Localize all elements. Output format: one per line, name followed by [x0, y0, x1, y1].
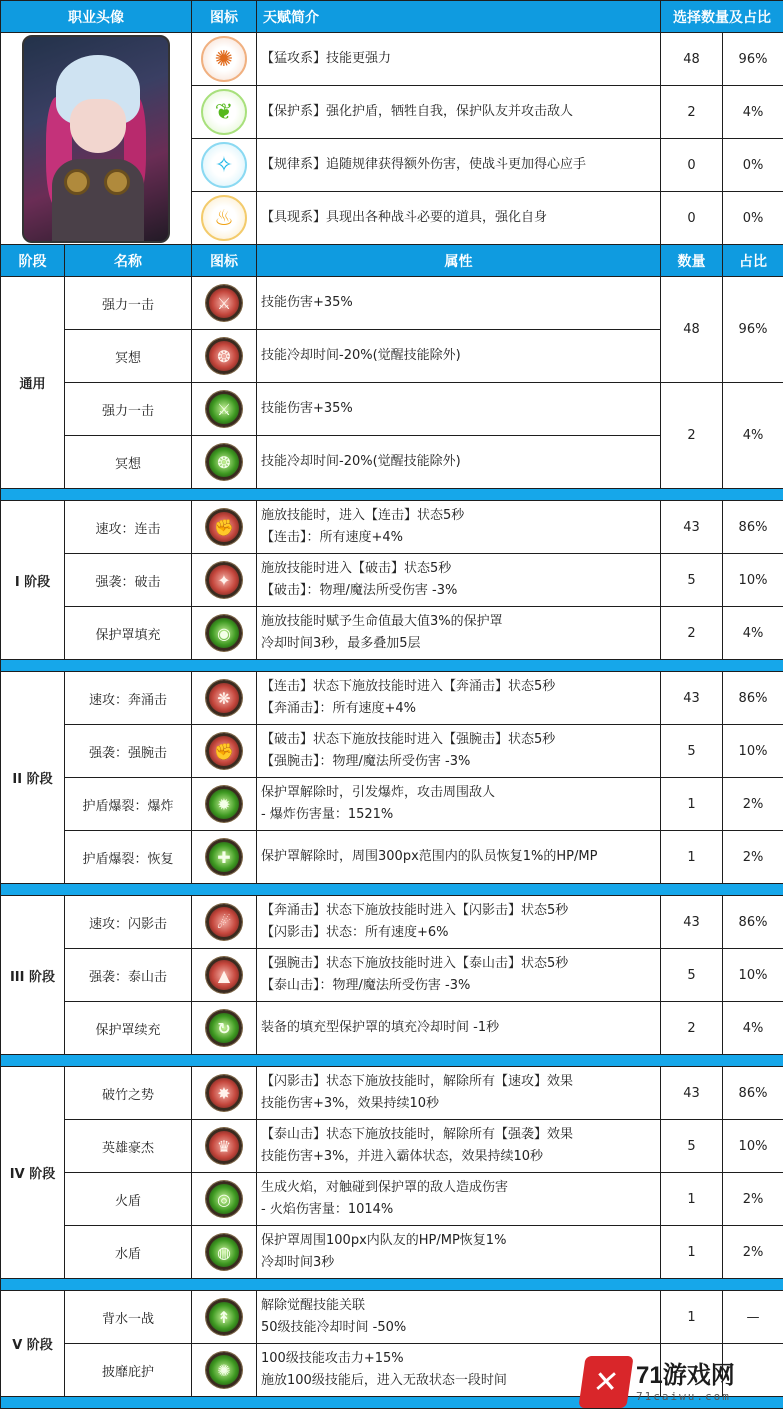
- cell-text: 强力一击: [101, 297, 154, 313]
- cell-text: 43: [683, 690, 700, 706]
- skill-icon-cell: [192, 725, 257, 778]
- skill-icon-cell: [192, 1067, 257, 1120]
- skill-name: [65, 277, 192, 330]
- skill-name: [65, 725, 192, 778]
- attribute-line-1: 技能冷却时间-20%(觉醒技能除外): [261, 348, 461, 363]
- cell-text: 披靡庇护: [101, 1364, 154, 1380]
- shield-wings-icon: ❦: [201, 89, 247, 135]
- talent-row: [1, 33, 783, 86]
- skill-icon-cell: [192, 1120, 257, 1173]
- explosion-icon: ✹: [206, 786, 242, 822]
- fist-up-icon: ✊: [206, 733, 242, 769]
- skill-count: [661, 672, 723, 725]
- separator-bar: [1, 884, 783, 896]
- heal-burst-icon: ✚: [206, 839, 242, 875]
- cell-text: 43: [683, 1085, 700, 1101]
- skill-count: [661, 1120, 723, 1173]
- skill-ratio: [723, 1120, 783, 1173]
- cell-text: 1: [687, 796, 696, 812]
- watermark-title: 71游戏网: [636, 1361, 735, 1389]
- cell-text: V 阶段: [12, 1338, 53, 1353]
- skill-row: [1, 554, 783, 607]
- cell-text: 86%: [738, 1085, 768, 1101]
- cell-text: 1: [687, 1191, 696, 1207]
- cell-text: 4%: [742, 104, 764, 120]
- cell-text: 速攻：连击: [95, 521, 161, 537]
- skill-name: [65, 1344, 192, 1397]
- attribute-line-2: 技能伤害+3%，并进入霸体状态，效果持续10秒: [261, 1149, 544, 1164]
- cell-text: 保护罩填充: [95, 627, 161, 643]
- stage-separator: [1, 489, 783, 501]
- header-icon: 图标: [192, 1, 257, 33]
- skill-row: [1, 1291, 783, 1344]
- skill-row: [1, 672, 783, 725]
- skill-icon-cell: [192, 607, 257, 660]
- sword-icon: ⚔: [206, 391, 242, 427]
- skill-name: [65, 501, 192, 554]
- skill-ratio: [723, 949, 783, 1002]
- skill-attribute: [257, 1173, 661, 1226]
- orb-icon: ◉: [206, 615, 242, 651]
- skill-ratio: [723, 831, 783, 884]
- skill-name: [65, 896, 192, 949]
- cell-text: 0: [687, 157, 696, 173]
- skill-count: [661, 725, 723, 778]
- skill-row: [1, 725, 783, 778]
- skill-count: [661, 831, 723, 884]
- site-watermark: [582, 1352, 772, 1412]
- separator-bar: [1, 1055, 783, 1067]
- shadow-strike-icon: ☄: [206, 904, 242, 940]
- skill-name: [65, 383, 192, 436]
- cell-text: 1: [687, 849, 696, 865]
- attribute-line-2: - 火焰伤害量：1014%: [261, 1202, 394, 1217]
- cell-text: 43: [683, 519, 700, 535]
- header-icon-2: 图标: [192, 245, 257, 277]
- cell-text: 43: [683, 914, 700, 930]
- skill-row: [1, 607, 783, 660]
- cell-text: 2: [687, 428, 696, 443]
- attribute-line-1: 【连击】状态下施放技能时进入【奔涌击】状态5秒: [261, 679, 556, 694]
- skill-ratio: [723, 1226, 783, 1279]
- skill-attribute: [257, 778, 661, 831]
- attribute-line-2: 50级技能冷却时间 -50%: [261, 1320, 407, 1335]
- attribute-line-1: 保护罩周围100px内队友的HP/MP恢复1%: [261, 1233, 507, 1248]
- fist-sun-icon: ✺: [201, 36, 247, 82]
- skill-ratio: [723, 1002, 783, 1055]
- attribute-line-1: 保护罩解除时，引发爆炸，攻击周围敌人: [261, 785, 496, 800]
- attribute-line-2: 【泰山击】：物理/魔法所受伤害 -3%: [261, 978, 471, 993]
- skill-attribute: [257, 1120, 661, 1173]
- attribute-line-2: 【奔涌击】：所有速度+4%: [261, 701, 417, 716]
- skill-count: [661, 277, 723, 383]
- vortex-icon: ✺: [206, 1352, 242, 1388]
- header-stage: 阶段: [1, 245, 65, 277]
- stage-label: [1, 1291, 65, 1397]
- cell-text: 英雄豪杰: [101, 1140, 154, 1156]
- cell-text: 【具现系】具现出各种战斗必要的道具，强化自身: [261, 210, 548, 225]
- talent-icon-cell: [192, 33, 257, 86]
- skill-count: [661, 383, 723, 489]
- cell-text: 10%: [738, 967, 768, 983]
- stage-label: [1, 501, 65, 660]
- skill-attribute: [257, 607, 661, 660]
- skill-attribute: [257, 436, 661, 489]
- water-shield-icon: ◍: [206, 1234, 242, 1270]
- attribute-line-2: 冷却时间3秒，最多叠加5层: [261, 636, 421, 651]
- talent-description: [257, 33, 661, 86]
- attribute-line-2: 施放100级技能后，进入无敌状态一段时间: [261, 1373, 507, 1388]
- skill-icon-cell: [192, 831, 257, 884]
- skill-name: [65, 778, 192, 831]
- separator-bar: [1, 1279, 783, 1291]
- skill-name: [65, 1173, 192, 1226]
- attribute-line-1: 技能冷却时间-20%(觉醒技能除外): [261, 454, 461, 469]
- skill-icon-cell: [192, 1344, 257, 1397]
- talent-description: [257, 86, 661, 139]
- cell-text: 速攻：闪影击: [88, 916, 167, 932]
- strike-icon: ✦: [206, 562, 242, 598]
- skill-ratio: [723, 1291, 783, 1344]
- cell-text: 背水一战: [101, 1311, 154, 1327]
- skill-attribute: [257, 725, 661, 778]
- cell-text: 2%: [742, 1244, 764, 1260]
- skill-ratio: [723, 672, 783, 725]
- skill-ratio: [723, 1173, 783, 1226]
- stage-label: [1, 277, 65, 489]
- cell-text: 48: [683, 51, 700, 67]
- talent-ratio: [723, 192, 783, 245]
- header-count: 数量: [661, 245, 723, 277]
- compass-icon: ✧: [201, 142, 247, 188]
- attribute-line-2: 技能伤害+3%，效果持续10秒: [261, 1096, 440, 1111]
- cell-text: 96%: [738, 322, 768, 337]
- skill-icon-cell: [192, 436, 257, 489]
- talent-icon-cell: [192, 139, 257, 192]
- skill-attribute: [257, 277, 661, 330]
- skill-ratio: [723, 607, 783, 660]
- skill-name: [65, 330, 192, 383]
- cell-text: 5: [687, 967, 696, 983]
- talent-ratio: [723, 139, 783, 192]
- talent-icon-cell: [192, 192, 257, 245]
- skill-ratio: [723, 896, 783, 949]
- fist-icon: ✊: [206, 509, 242, 545]
- cell-text: 强力一击: [101, 403, 154, 419]
- skill-name: [65, 672, 192, 725]
- skill-count: [661, 1226, 723, 1279]
- skill-row: [1, 831, 783, 884]
- skill-attribute: [257, 1291, 661, 1344]
- cell-text: 86%: [738, 519, 768, 535]
- cell-text: 5: [687, 572, 696, 588]
- portrait-cell: [1, 33, 192, 245]
- attribute-line-2: 【连击】：所有速度+4%: [261, 530, 404, 545]
- stage-label: [1, 1067, 65, 1279]
- attribute-line-2: 冷却时间3秒: [261, 1255, 335, 1270]
- skill-count: [661, 896, 723, 949]
- skill-row: [1, 1002, 783, 1055]
- cell-text: 2%: [742, 1191, 764, 1207]
- skill-count: [661, 1173, 723, 1226]
- skill-row: [1, 277, 783, 330]
- attribute-line-1: 【强腕击】状态下施放技能时进入【泰山击】状态5秒: [261, 956, 569, 971]
- attribute-line-1: 100级技能攻击力+15%: [261, 1351, 404, 1366]
- recharge-icon: ↻: [206, 1010, 242, 1046]
- header-ratio: 占比: [723, 245, 783, 277]
- attribute-line-1: 技能伤害+35%: [261, 295, 353, 310]
- attribute-line-2: 【闪影击】状态：所有速度+6%: [261, 925, 449, 940]
- skill-row: [1, 896, 783, 949]
- cell-text: 强袭：泰山击: [88, 969, 167, 985]
- separator-bar: [1, 489, 783, 501]
- cell-text: 0%: [742, 210, 764, 226]
- header-portrait: 职业头像: [1, 1, 192, 33]
- cell-text: 【规律系】追随规律获得额外伤害，使战斗更加得心应手: [261, 157, 587, 172]
- skill-row: [1, 501, 783, 554]
- cell-text: 5: [687, 743, 696, 759]
- skill-name: [65, 1120, 192, 1173]
- cell-text: 10%: [738, 572, 768, 588]
- watermark-url: 71caiwu.com: [636, 1389, 731, 1403]
- skill-ratio: [723, 1067, 783, 1120]
- cell-text: 1: [687, 1244, 696, 1260]
- cell-text: —: [746, 1309, 760, 1325]
- cell-text: 冥想: [114, 350, 141, 366]
- skill-attribute: [257, 672, 661, 725]
- skill-icon-cell: [192, 1173, 257, 1226]
- header-name: 名称: [65, 245, 192, 277]
- cell-text: 速攻：奔涌击: [88, 692, 167, 708]
- attribute-line-2: 【破击】：物理/魔法所受伤害 -3%: [261, 583, 458, 598]
- cell-text: 保护罩续充: [95, 1022, 161, 1038]
- skill-attribute: [257, 896, 661, 949]
- attribute-line-1: 解除觉醒技能关联: [261, 1298, 366, 1313]
- cell-text: 【猛攻系】技能更强力: [261, 51, 392, 66]
- skill-icon-cell: [192, 383, 257, 436]
- cell-text: III 阶段: [9, 969, 56, 985]
- cell-text: 护盾爆裂：恢复: [82, 851, 174, 867]
- talent-description: [257, 139, 661, 192]
- attribute-line-1: 技能伤害+35%: [261, 401, 353, 416]
- skill-name: [65, 1067, 192, 1120]
- skill-count: [661, 501, 723, 554]
- cell-text: 冥想: [114, 456, 141, 472]
- skill-name: [65, 1226, 192, 1279]
- cell-text: 2%: [742, 849, 764, 865]
- stage-separator: [1, 1279, 783, 1291]
- cell-text: 火盾: [114, 1193, 141, 1209]
- stage-separator: [1, 1055, 783, 1067]
- skill-row: [1, 1226, 783, 1279]
- header-selection: 选择数量及占比: [661, 1, 783, 33]
- header-attribute: 属性: [257, 245, 661, 277]
- skill-name: [65, 436, 192, 489]
- skill-icon-cell: [192, 501, 257, 554]
- skill-icon-cell: [192, 778, 257, 831]
- skill-attribute: [257, 1002, 661, 1055]
- attribute-line-1: 施放技能时赋予生命值最大值3%的保护罩: [261, 614, 503, 629]
- skill-icon-cell: [192, 1002, 257, 1055]
- cell-text: 护盾爆裂：爆炸: [82, 798, 174, 814]
- skill-attribute: [257, 501, 661, 554]
- character-avatar: [22, 35, 170, 243]
- flame-drop-icon: ♨: [201, 195, 247, 241]
- cell-text: 86%: [738, 690, 768, 706]
- fire-shield-icon: ◎: [206, 1181, 242, 1217]
- skill-count: [661, 607, 723, 660]
- skill-row: [1, 1120, 783, 1173]
- attribute-line-1: 施放技能时，进入【连击】状态5秒: [261, 508, 465, 523]
- skill-name: [65, 831, 192, 884]
- skill-row: [1, 383, 783, 436]
- attribute-line-1: 【泰山击】状态下施放技能时，解除所有【强袭】效果: [261, 1127, 574, 1142]
- talent-description: [257, 192, 661, 245]
- cell-text: IV 阶段: [9, 1167, 56, 1182]
- cell-text: 2: [687, 625, 696, 641]
- skill-icon-cell: [192, 896, 257, 949]
- talent-count: [661, 33, 723, 86]
- cell-text: 2: [687, 104, 696, 120]
- attribute-line-1: 装备的填充型保护罩的填充冷却时间 -1秒: [261, 1020, 500, 1035]
- sword-icon: ⚔: [206, 285, 242, 321]
- skill-ratio: [723, 554, 783, 607]
- separator-bar: [1, 660, 783, 672]
- attribute-line-1: 【破击】状态下施放技能时进入【强腕击】状态5秒: [261, 732, 556, 747]
- skill-attribute: [257, 949, 661, 1002]
- cell-text: 96%: [738, 51, 768, 67]
- watermark-logo-icon: ✕: [578, 1356, 633, 1408]
- talent-count: [661, 192, 723, 245]
- skill-ratio: [723, 501, 783, 554]
- skill-name: [65, 949, 192, 1002]
- cell-text: 0: [687, 210, 696, 226]
- skill-count: [661, 949, 723, 1002]
- stage-separator: [1, 660, 783, 672]
- stage-label: [1, 896, 65, 1055]
- attribute-line-1: 生成火焰，对触碰到保护罩的敌人造成伤害: [261, 1180, 509, 1195]
- skill-icon-cell: [192, 554, 257, 607]
- stage-separator: [1, 884, 783, 896]
- attribute-line-2: 【强腕击】：物理/魔法所受伤害 -3%: [261, 754, 471, 769]
- skill-name: [65, 1291, 192, 1344]
- cell-text: 4%: [742, 625, 764, 641]
- skill-ratio: [723, 725, 783, 778]
- talent-icon-cell: [192, 86, 257, 139]
- skill-name: [65, 1002, 192, 1055]
- skill-count: [661, 1291, 723, 1344]
- skill-ratio: [723, 277, 783, 383]
- skill-attribute: [257, 831, 661, 884]
- attribute-line-2: - 爆炸伤害量：1521%: [261, 807, 394, 822]
- talent-ratio: [723, 86, 783, 139]
- cell-text: II 阶段: [12, 772, 53, 787]
- meditation-icon: ❂: [206, 338, 242, 374]
- skill-count: [661, 778, 723, 831]
- cell-text: 10%: [738, 1138, 768, 1154]
- mountain-strike-icon: ▲: [206, 957, 242, 993]
- skill-icon-cell: [192, 1291, 257, 1344]
- cell-text: 86%: [738, 914, 768, 930]
- cell-text: 2%: [742, 796, 764, 812]
- talent-ratio: [723, 33, 783, 86]
- cell-text: 4%: [742, 1020, 764, 1036]
- skill-name: [65, 554, 192, 607]
- cell-text: 0%: [742, 157, 764, 173]
- skill-icon-cell: [192, 1226, 257, 1279]
- cell-text: 2: [687, 1020, 696, 1036]
- stage-label: [1, 672, 65, 884]
- skill-row: [1, 1067, 783, 1120]
- skill-count: [661, 1067, 723, 1120]
- cell-text: I 阶段: [14, 574, 51, 590]
- cell-text: 强袭：破击: [95, 574, 161, 590]
- cell-text: 通用: [19, 377, 46, 392]
- cell-text: 5: [687, 1138, 696, 1154]
- skill-icon-cell: [192, 672, 257, 725]
- talent-count: [661, 139, 723, 192]
- attribute-line-1: 【闪影击】状态下施放技能时，解除所有【速攻】效果: [261, 1074, 574, 1089]
- cell-text: 10%: [738, 743, 768, 759]
- talent-count: [661, 86, 723, 139]
- skill-count: [661, 1002, 723, 1055]
- cell-text: 4%: [742, 428, 764, 443]
- cell-text: 1: [687, 1309, 696, 1325]
- cell-text: 强袭：强腕击: [88, 745, 167, 761]
- skill-attribute: [257, 554, 661, 607]
- swirl-icon: ❋: [206, 680, 242, 716]
- skill-attribute: [257, 330, 661, 383]
- skill-icon-cell: [192, 277, 257, 330]
- cell-text: 破竹之势: [101, 1087, 154, 1103]
- skill-icon-cell: [192, 330, 257, 383]
- last-stand-icon: ↟: [206, 1299, 242, 1335]
- skill-attribute: [257, 1067, 661, 1120]
- skill-name: [65, 607, 192, 660]
- skill-attribute: [257, 383, 661, 436]
- hero-icon: ♛: [206, 1128, 242, 1164]
- cell-text: 水盾: [114, 1246, 141, 1262]
- skill-ratio: [723, 383, 783, 489]
- attribute-line-1: 保护罩解除时，周围300px范围内的队员恢复1%的HP/MP: [261, 849, 598, 864]
- skill-row: [1, 949, 783, 1002]
- cell-text: 【保护系】强化护盾，牺牲自我，保护队友并攻击敌人: [261, 104, 574, 119]
- skill-ratio: [723, 778, 783, 831]
- header-talent-intro: 天赋简介: [257, 1, 661, 33]
- skill-icon-cell: [192, 949, 257, 1002]
- skill-count: [661, 554, 723, 607]
- skill-row: [1, 778, 783, 831]
- meditation-icon: ❂: [206, 444, 242, 480]
- skill-attribute: [257, 1226, 661, 1279]
- skill-row: [1, 1173, 783, 1226]
- attribute-line-1: 施放技能时进入【破击】状态5秒: [261, 561, 452, 576]
- attribute-line-1: 【奔涌击】状态下施放技能时进入【闪影击】状态5秒: [261, 903, 569, 918]
- cell-text: 48: [683, 322, 700, 337]
- bamboo-icon: ✸: [206, 1075, 242, 1111]
